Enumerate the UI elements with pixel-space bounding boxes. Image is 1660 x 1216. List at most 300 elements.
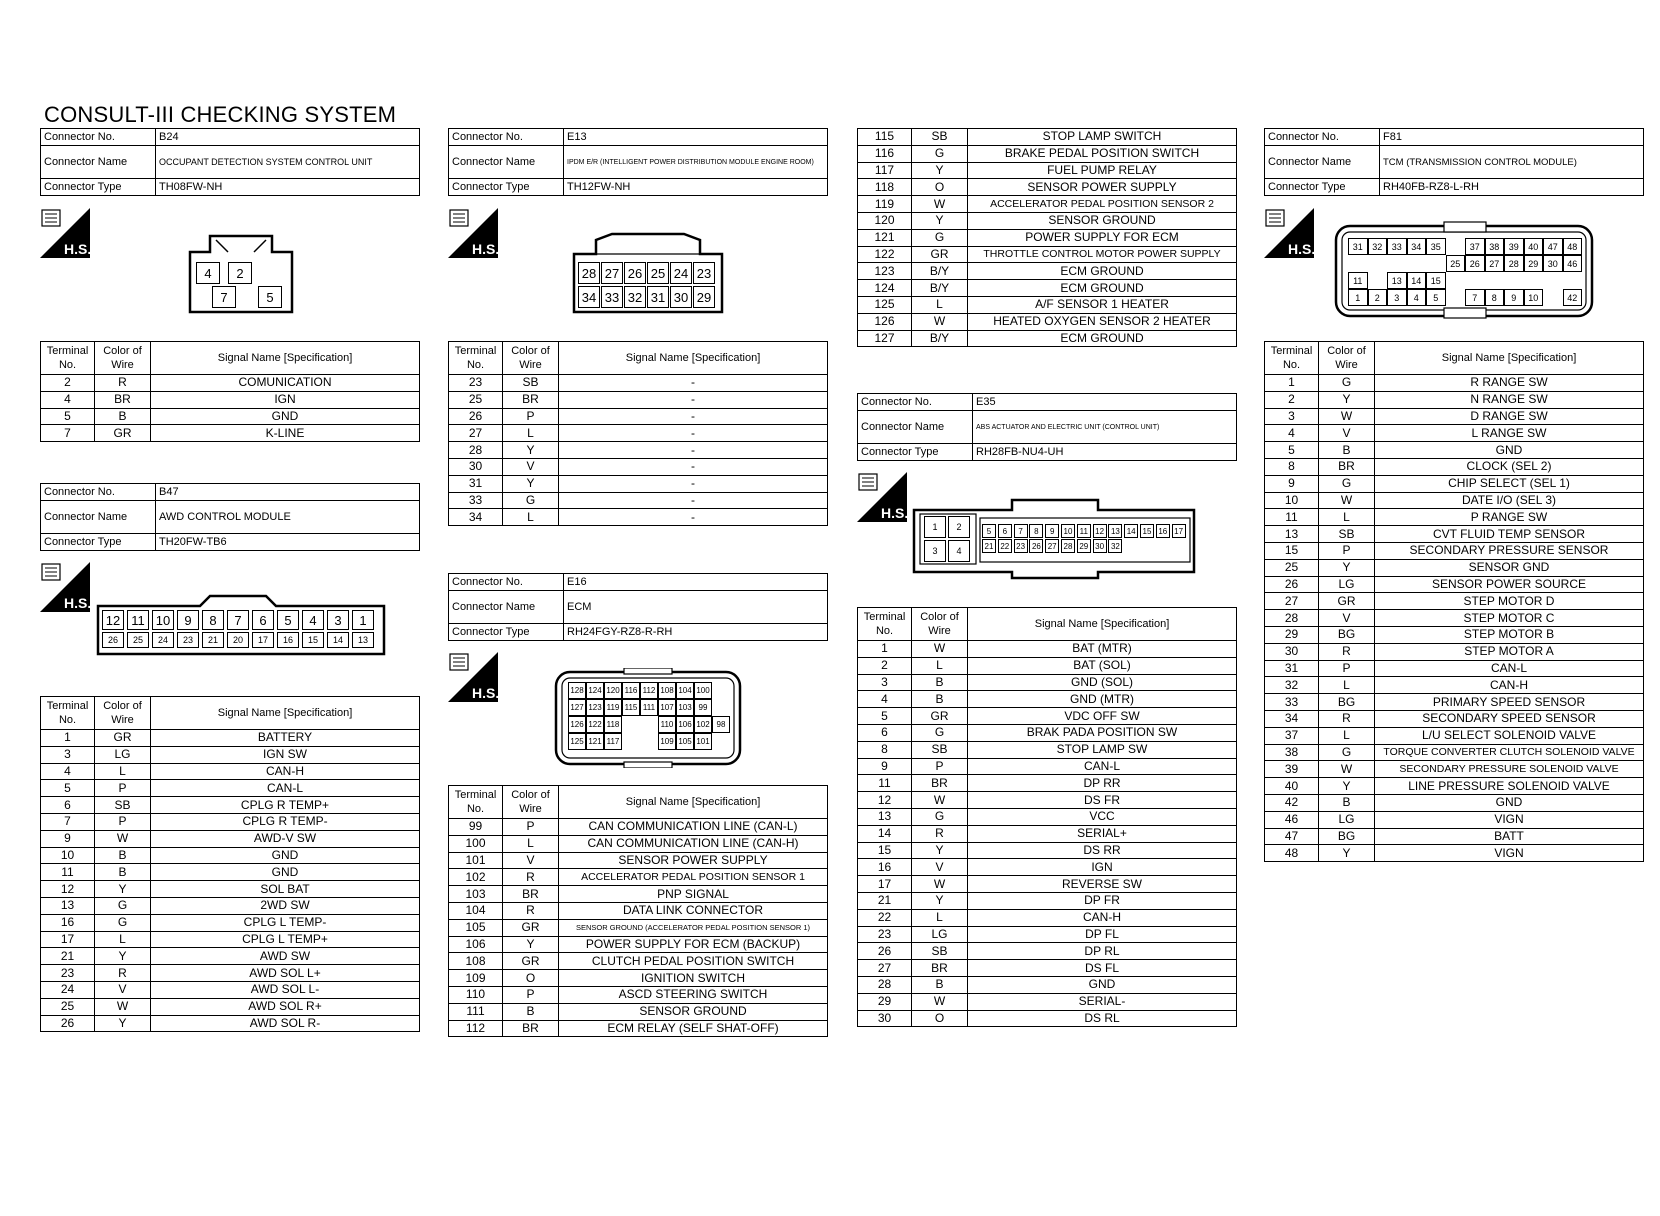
pin: 112 [640, 682, 658, 699]
pin: 14 [1124, 524, 1138, 538]
wire-color-cell: B [503, 1003, 559, 1020]
pin: 37 [1465, 238, 1485, 255]
wire-color-cell: BR [1319, 458, 1375, 475]
pin: 125 [568, 733, 586, 750]
signal-name-cell: ACCELERATOR PEDAL POSITION SENSOR 1 [559, 869, 828, 886]
pin: 10 [1524, 289, 1544, 306]
signal-name-cell: STOP LAMP SWITCH [968, 129, 1237, 146]
terminal-no-cell: 4 [1265, 425, 1319, 442]
page-title: CONSULT-III CHECKING SYSTEM [44, 102, 397, 127]
signal-name-cell: CAN-L [1375, 660, 1644, 677]
wire-color-cell: GR [95, 730, 151, 747]
wire-color-cell: LG [1319, 811, 1375, 828]
pin: 4 [1407, 289, 1427, 306]
harness-side-icon [448, 652, 498, 702]
table-row [41, 797, 420, 814]
terminal-no-cell: 1 [1265, 375, 1319, 392]
table-row [1265, 492, 1644, 509]
signal-name-cell: CAN-H [151, 763, 420, 780]
wire-color-cell: G [95, 897, 151, 914]
table-row [1265, 643, 1644, 660]
signal-name-cell: IGNITION SWITCH [559, 970, 828, 987]
pin: 25 [127, 632, 149, 648]
wire-color-cell: Y [1319, 778, 1375, 795]
signal-name-cell: - [559, 425, 828, 442]
signal-name-cell: CPLG R TEMP+ [151, 797, 420, 814]
pin: 21 [982, 539, 996, 553]
terminal-no-cell: 124 [858, 280, 912, 297]
signal-name-cell: AWD SOL R- [151, 1015, 420, 1032]
pin [1368, 272, 1388, 289]
wire-color-cell: W [912, 993, 968, 1010]
pin: 32 [1368, 238, 1388, 255]
terminal-no-cell: 6 [41, 797, 95, 814]
table-row [449, 835, 828, 852]
table-row [858, 993, 1237, 1010]
connector-b24-signal-table [40, 341, 420, 442]
pin: 30 [1543, 255, 1563, 272]
signal-name-cell: STEP MOTOR C [1375, 610, 1644, 627]
pin [1524, 272, 1544, 289]
table-row [449, 953, 828, 970]
pin: 23 [1014, 539, 1028, 553]
table-row [858, 246, 1237, 263]
wire-color-cell: SB [912, 943, 968, 960]
signal-name-cell: AWD SW [151, 948, 420, 965]
table-row [1265, 677, 1644, 694]
wire-color-cell: GR [912, 246, 968, 263]
table-row [1265, 593, 1644, 610]
table-row [449, 442, 828, 459]
wire-color-cell: R [503, 869, 559, 886]
wire-color-cell: SB [95, 797, 151, 814]
signal-name-cell: DP FR [968, 892, 1237, 909]
connector-type-value: RH28FB-NU4-UH [973, 444, 1237, 461]
signal-name-cell: IGN [151, 391, 420, 408]
table-row [449, 492, 828, 509]
terminal-no-cell: 28 [449, 442, 503, 459]
pin: 124 [586, 682, 604, 699]
wire-color-cell: W [912, 792, 968, 809]
table-row [41, 746, 420, 763]
signal-name-cell: SENSOR GROUND (ACCELERATOR PEDAL POSITION SENSOR 1) [559, 919, 828, 936]
pin: 117 [604, 733, 622, 750]
table-row [41, 965, 420, 982]
table-row [1265, 576, 1644, 593]
wire-color-cell: B [95, 847, 151, 864]
pin: 3 [327, 610, 349, 630]
pin: 24 [152, 632, 174, 648]
table-row [1265, 509, 1644, 526]
signal-name-cell: GND (MTR) [968, 691, 1237, 708]
wire-color-cell: W [912, 641, 968, 658]
connector-e16-diagram [554, 668, 744, 768]
terminal-no-cell: 26 [858, 943, 912, 960]
terminal-no-cell: 1 [858, 641, 912, 658]
terminal-no-cell: 26 [1265, 576, 1319, 593]
signal-name-cell: STEP MOTOR A [1375, 643, 1644, 660]
wire-color-cell: R [1319, 710, 1375, 727]
terminal-no-cell: 117 [858, 162, 912, 179]
wire-color-cell: BR [912, 960, 968, 977]
pin: 26 [102, 632, 124, 648]
terminal-no-cell: 28 [1265, 610, 1319, 627]
hs-label: H.S. [881, 505, 907, 521]
signal-name-cell: GND (SOL) [968, 674, 1237, 691]
connector-no-label: Connector No. [858, 394, 973, 411]
pin [640, 716, 658, 733]
pin: 15 [1426, 272, 1446, 289]
signal-name-cell: STOP LAMP SW [968, 741, 1237, 758]
table-row [41, 813, 420, 830]
signal-name-cell: SERIAL+ [968, 825, 1237, 842]
terminal-no-cell: 24 [41, 981, 95, 998]
connector-name-label: Connector Name [858, 411, 973, 444]
table-row [41, 864, 420, 881]
connector-type-value: TH08FW-NH [156, 179, 420, 196]
terminal-no-cell: 99 [449, 819, 503, 836]
pin: 106 [676, 716, 694, 733]
wire-color-cell: Y [503, 475, 559, 492]
table-row [41, 881, 420, 898]
wire-color-cell: G [1319, 744, 1375, 761]
wire-color-cell: BR [912, 775, 968, 792]
terminal-no-cell: 11 [858, 775, 912, 792]
pin: 2 [1368, 289, 1388, 306]
wire-color-cell: LG [912, 926, 968, 943]
pin: 103 [676, 699, 694, 716]
wire-color-cell: B [912, 674, 968, 691]
signal-name-cell: HEATED OXYGEN SENSOR 2 HEATER [968, 313, 1237, 330]
terminal-no-cell: 11 [41, 864, 95, 881]
pin: 7 [212, 286, 236, 308]
wire-color-cell: BG [1319, 694, 1375, 711]
table-row [858, 212, 1237, 229]
signal-name-cell: R RANGE SW [1375, 375, 1644, 392]
wire-color-cell: G [1319, 375, 1375, 392]
connector-e13-signal-table [448, 341, 828, 526]
terminal-no-cell: 5 [41, 408, 95, 425]
table-row [41, 830, 420, 847]
signal-name-cell: BATTERY [151, 730, 420, 747]
terminal-no-cell: 102 [449, 869, 503, 886]
pin: 26 [1465, 255, 1485, 272]
wire-color-cell: L [1319, 677, 1375, 694]
signal-name-cell: DS FL [968, 960, 1237, 977]
pin: 13 [1108, 524, 1122, 538]
pin: 23 [177, 632, 199, 648]
table-row [41, 408, 420, 425]
connector-b47-block [40, 483, 420, 551]
connector-e13-diagram [572, 232, 724, 314]
pin: 4 [196, 262, 220, 284]
pin: 11 [1077, 524, 1091, 538]
signal-name-cell: 2WD SW [151, 897, 420, 914]
table-row [858, 641, 1237, 658]
wire-color-cell: GR [503, 953, 559, 970]
terminal-no-cell: 110 [449, 986, 503, 1003]
terminal-no-cell: 125 [858, 296, 912, 313]
terminal-no-cell: 16 [41, 914, 95, 931]
wire-color-cell: L [1319, 727, 1375, 744]
table-row [1265, 727, 1644, 744]
hs-label: H.S. [472, 685, 498, 701]
wire-color-cell: P [503, 819, 559, 836]
terminal-no-cell: 15 [858, 842, 912, 859]
pin: 99 [694, 699, 712, 716]
terminal-no-cell: 111 [449, 1003, 503, 1020]
terminal-no-cell: 105 [449, 919, 503, 936]
table-row [1265, 610, 1644, 627]
signal-name-cell: IGN SW [151, 746, 420, 763]
terminal-no-cell: 104 [449, 902, 503, 919]
terminal-no-cell: 120 [858, 212, 912, 229]
signal-name-cell: DP RR [968, 775, 1237, 792]
table-row [449, 509, 828, 526]
pin: 11 [1348, 272, 1368, 289]
terminal-no-cell: 32 [1265, 677, 1319, 694]
pin: 123 [586, 699, 604, 716]
terminal-no-header: Terminal No. [449, 342, 503, 375]
wire-color-cell: BR [503, 1020, 559, 1037]
terminal-no-cell: 23 [858, 926, 912, 943]
terminal-no-cell: 4 [41, 763, 95, 780]
pin: 11 [127, 610, 149, 630]
terminal-no-cell: 3 [41, 746, 95, 763]
hs-label: H.S. [472, 241, 498, 257]
pin: 7 [227, 610, 249, 630]
table-row [1265, 761, 1644, 778]
pin: 6 [998, 524, 1012, 538]
connector-type-value: RH40FB-RZ8-L-RH [1380, 179, 1644, 196]
wire-color-cell: L [503, 425, 559, 442]
signal-name-cell: BRAKE PEDAL POSITION SWITCH [968, 145, 1237, 162]
signal-name-cell: AWD-V SW [151, 830, 420, 847]
wire-color-cell: SB [912, 741, 968, 758]
table-row [1265, 391, 1644, 408]
connector-e16-continued-table [857, 128, 1237, 347]
terminal-no-header: Terminal No. [858, 608, 912, 641]
wire-color-cell: V [503, 852, 559, 869]
wire-color-cell: W [95, 830, 151, 847]
wire-color-cell: P [95, 813, 151, 830]
pin: 4 [948, 540, 970, 562]
pin: 1 [924, 516, 946, 538]
signal-name-cell: COMUNICATION [151, 375, 420, 392]
signal-name-cell: ACCELERATOR PEDAL POSITION SENSOR 2 [968, 196, 1237, 213]
pin: 10 [1061, 524, 1075, 538]
signal-name-cell: PRIMARY SPEED SENSOR [1375, 694, 1644, 711]
signal-name-cell: TORQUE CONVERTER CLUTCH SOLENOID VALVE [1375, 744, 1644, 761]
terminal-no-cell: 10 [1265, 492, 1319, 509]
table-row [41, 1015, 420, 1032]
terminal-no-cell: 21 [41, 948, 95, 965]
pin [1543, 289, 1563, 306]
color-of-wire-header: Color of Wire [912, 608, 968, 641]
pin: 14 [327, 632, 349, 648]
wire-color-cell: B/Y [912, 280, 968, 297]
pin: 32 [624, 286, 646, 308]
pin: 5 [258, 286, 282, 308]
table-row [41, 780, 420, 797]
signal-name-header: Signal Name [Specification] [559, 786, 828, 819]
pin: 118 [604, 716, 622, 733]
connector-e35-header [857, 393, 1237, 461]
wire-color-cell: R [95, 375, 151, 392]
wire-color-cell: SB [503, 375, 559, 392]
terminal-no-cell: 28 [858, 976, 912, 993]
pin: 120 [604, 682, 622, 699]
terminal-no-cell: 47 [1265, 828, 1319, 845]
table-row [1265, 828, 1644, 845]
signal-name-cell: L/U SELECT SOLENOID VALVE [1375, 727, 1644, 744]
connector-type-label: Connector Type [41, 179, 156, 196]
wire-color-cell: Y [912, 212, 968, 229]
wire-color-cell: Y [95, 948, 151, 965]
connector-name-label: Connector Name [41, 501, 156, 534]
signal-name-cell: CAN-H [968, 909, 1237, 926]
signal-name-cell: N RANGE SW [1375, 391, 1644, 408]
table-row [858, 775, 1237, 792]
wire-color-cell: Y [1319, 391, 1375, 408]
pin: 42 [1563, 289, 1583, 306]
terminal-no-cell: 31 [1265, 660, 1319, 677]
color-of-wire-header: Color of Wire [95, 342, 151, 375]
wire-color-cell: Y [912, 162, 968, 179]
wire-color-cell: V [1319, 425, 1375, 442]
terminal-no-cell: 31 [449, 475, 503, 492]
table-row [41, 763, 420, 780]
pin: 32 [1108, 539, 1122, 553]
wire-color-cell: R [1319, 643, 1375, 660]
signal-name-cell: ECM RELAY (SELF SHAT-OFF) [559, 1020, 828, 1037]
table-row [858, 808, 1237, 825]
table-row [858, 859, 1237, 876]
terminal-no-cell: 6 [858, 724, 912, 741]
table-row [858, 708, 1237, 725]
signal-name-cell: BAT (MTR) [968, 641, 1237, 658]
terminal-no-cell: 116 [858, 145, 912, 162]
connector-name-label: Connector Name [449, 146, 564, 179]
terminal-no-header: Terminal No. [449, 786, 503, 819]
connector-name-label: Connector Name [449, 591, 564, 624]
pin: 6 [252, 610, 274, 630]
pin: 30 [670, 286, 692, 308]
pin: 15 [1140, 524, 1154, 538]
signal-name-cell: CLUTCH PEDAL POSITION SWITCH [559, 953, 828, 970]
signal-name-cell: L RANGE SW [1375, 425, 1644, 442]
signal-name-cell: - [559, 509, 828, 526]
wire-color-cell: B [1319, 442, 1375, 459]
signal-name-cell: GND [1375, 794, 1644, 811]
signal-name-cell: CLOCK (SEL 2) [1375, 458, 1644, 475]
terminal-no-cell: 30 [858, 1010, 912, 1027]
table-row [449, 852, 828, 869]
pin: 28 [578, 262, 600, 284]
signal-name-cell: STEP MOTOR B [1375, 626, 1644, 643]
pin [1368, 255, 1388, 272]
terminal-no-header: Terminal No. [41, 697, 95, 730]
wire-color-cell: P [503, 986, 559, 1003]
wire-color-cell: B [912, 976, 968, 993]
pin: 3 [924, 540, 946, 562]
terminal-no-cell: 108 [449, 953, 503, 970]
signal-name-cell: SECONDARY PRESSURE SENSOR [1375, 542, 1644, 559]
terminal-no-cell: 4 [858, 691, 912, 708]
pin: 9 [1045, 524, 1059, 538]
pin: 9 [1504, 289, 1524, 306]
pin: 47 [1543, 238, 1563, 255]
signal-name-cell: DS RR [968, 842, 1237, 859]
connector-name-value: OCCUPANT DETECTION SYSTEM CONTROL UNIT [156, 146, 420, 179]
pin [1387, 255, 1407, 272]
table-row [858, 263, 1237, 280]
table-row [858, 926, 1237, 943]
pin: 98 [712, 716, 730, 733]
terminal-no-cell: 10 [41, 847, 95, 864]
connector-no-value: B24 [156, 129, 420, 146]
pin: 122 [586, 716, 604, 733]
connector-no-label: Connector No. [1265, 129, 1380, 146]
wire-color-cell: P [1319, 542, 1375, 559]
connector-no-label: Connector No. [449, 129, 564, 146]
pin: 100 [694, 682, 712, 699]
wire-color-cell: W [912, 313, 968, 330]
table-row [1265, 794, 1644, 811]
signal-name-cell: STEP MOTOR D [1375, 593, 1644, 610]
pin [1348, 255, 1368, 272]
signal-name-cell: - [559, 442, 828, 459]
signal-name-cell: DS FR [968, 792, 1237, 809]
table-row [41, 948, 420, 965]
table-row [1265, 811, 1644, 828]
pin: 46 [1563, 255, 1583, 272]
pin: 34 [1407, 238, 1427, 255]
table-row [858, 145, 1237, 162]
pin [1446, 272, 1466, 289]
wire-color-cell: P [503, 408, 559, 425]
table-row [41, 897, 420, 914]
signal-name-cell: CAN COMMUNICATION LINE (CAN-L) [559, 819, 828, 836]
terminal-no-cell: 25 [449, 391, 503, 408]
table-row [449, 1020, 828, 1037]
wire-color-cell: O [912, 179, 968, 196]
pin: 33 [1387, 238, 1407, 255]
table-row [858, 892, 1237, 909]
table-row [449, 819, 828, 836]
terminal-no-cell: 30 [1265, 643, 1319, 660]
terminal-no-cell: 118 [858, 179, 912, 196]
signal-name-cell: DATE I/O (SEL 3) [1375, 492, 1644, 509]
terminal-no-cell: 23 [41, 965, 95, 982]
wire-color-cell: Y [912, 892, 968, 909]
signal-name-cell: IGN [968, 859, 1237, 876]
table-row [858, 876, 1237, 893]
pin: 8 [202, 610, 224, 630]
signal-name-cell: AWD SOL R+ [151, 998, 420, 1015]
signal-name-cell: PNP SIGNAL [559, 886, 828, 903]
terminal-no-cell: 5 [41, 780, 95, 797]
table-row [858, 196, 1237, 213]
pin: 109 [658, 733, 676, 750]
table-row [1265, 626, 1644, 643]
pin: 5 [982, 524, 996, 538]
signal-name-cell: DP FL [968, 926, 1237, 943]
terminal-no-cell: 12 [858, 792, 912, 809]
pin: 4 [302, 610, 324, 630]
connector-b47-diagram [96, 594, 386, 656]
terminal-no-cell: 126 [858, 313, 912, 330]
